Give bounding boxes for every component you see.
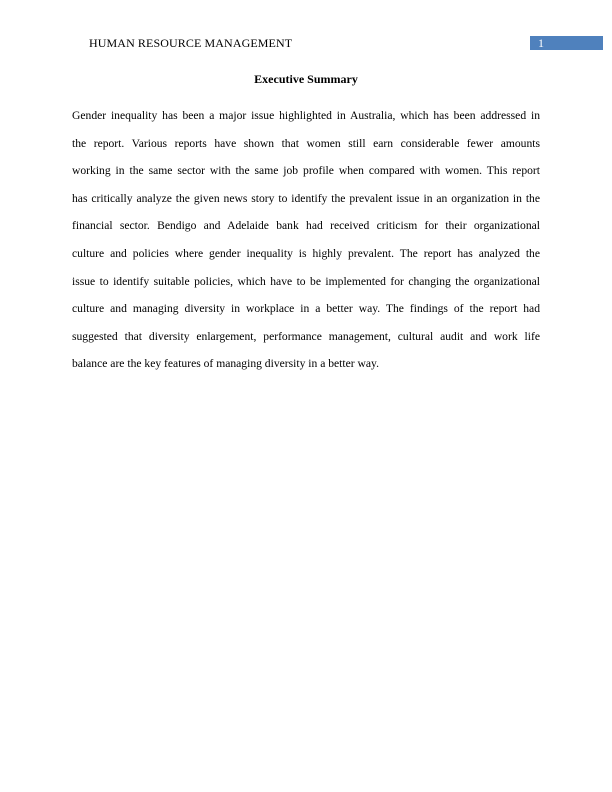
paragraph-line: Gender inequality has been a major issue highlighted in Australia, which has been addressed in	[72, 109, 540, 122]
paragraph-line: has critically analyze the given news story to identify the prevalent issue in an organization in the	[72, 191, 540, 205]
summary-paragraph	[72, 108, 540, 384]
paragraph-line: financial sector. Bendigo and Adelaide bank had received criticism for their organizational	[72, 219, 540, 233]
paragraph-line: culture and managing diversity in workplace in a better way. The findings of the report had	[72, 302, 540, 316]
paragraph-line: suggested that diversity enlargement, performance management, cultural audit and work life	[72, 329, 540, 343]
paragraph-line: balance are the key features of managing diversity in a better way.	[72, 357, 379, 371]
paragraph-line: issue to identify suitable policies, which have to be implemented for changing the organizational	[72, 274, 540, 288]
running-header: HUMAN RESOURCE MANAGEMENT	[89, 36, 293, 50]
paragraph-line: working in the same sector with the same job profile when compared with women. This report	[72, 164, 540, 178]
paragraph-line: the report. Various reports have shown that women still earn considerable fewer amounts	[72, 136, 540, 150]
paragraph-line: culture and policies where gender inequality is highly prevalent. The report has analyzed the	[72, 246, 540, 260]
page-number: 1	[530, 36, 603, 50]
section-title: Executive Summary	[254, 72, 358, 86]
